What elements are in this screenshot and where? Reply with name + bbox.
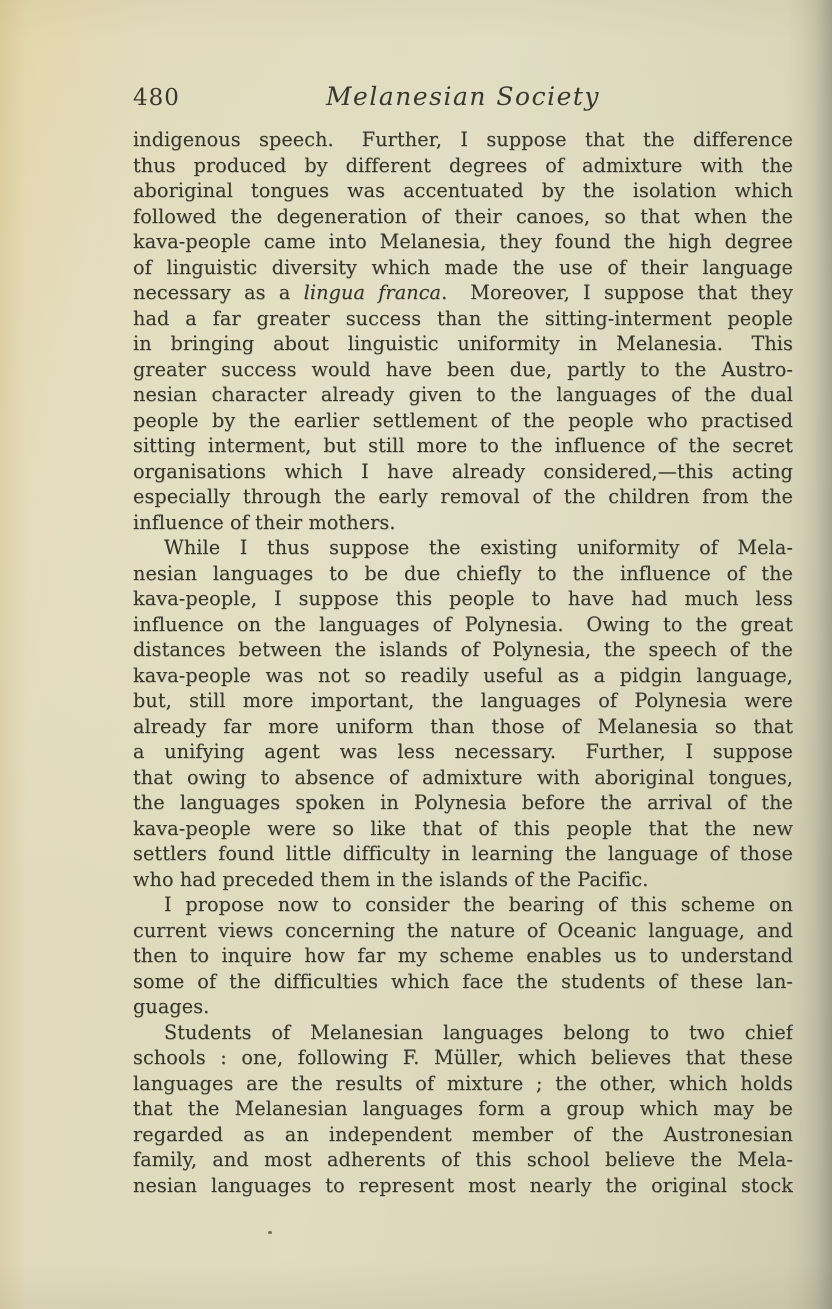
text-line: especially through the early removal of the children from the bbox=[133, 485, 793, 508]
text-line: who had preceded them in the islands of the Pacific. bbox=[133, 867, 649, 891]
text-line: kava-people came into Melanesia, they found the high degree bbox=[133, 230, 793, 253]
text-line: indigenous speech. Further, I suppose that the difference bbox=[133, 128, 793, 151]
text-line: a unifying agent was less necessary. Further, I suppose bbox=[133, 740, 793, 763]
text-line: sitting interment, but still more to the influence of the secret bbox=[133, 434, 793, 457]
text-line: distances between the islands of Polynesia, the speech of the bbox=[133, 638, 793, 661]
text-line: but, still more important, the languages of Polynesia were bbox=[133, 689, 793, 712]
paragraph bbox=[133, 127, 793, 535]
text-line: followed the degeneration of their canoes, so that when the bbox=[133, 204, 793, 228]
text-line: organisations which I have already considered,—this acting bbox=[133, 459, 793, 483]
text-line: kava-people was not so readily useful as a pidgin language, bbox=[133, 663, 793, 687]
text-line: influence on the languages of Polynesia. Owing to the great bbox=[133, 612, 793, 636]
text-line: of linguistic diversity which made the use of their language bbox=[133, 255, 793, 279]
text-line: greater success would have been due, partly to the Austro- bbox=[133, 357, 793, 381]
text-line: Students of Melanesian languages belong to two chief bbox=[164, 1020, 793, 1044]
ink-speck bbox=[268, 1231, 272, 1234]
text-line: necessary as a lingua franca. Moreover, I suppose that they bbox=[133, 281, 793, 304]
paragraph bbox=[133, 892, 793, 1020]
text-line: nesian languages to represent most nearly the original stock bbox=[133, 1173, 793, 1197]
body-text bbox=[133, 127, 793, 1198]
text-line: then to inquire how far my scheme enables us to understand bbox=[133, 944, 793, 967]
page-number: 480 bbox=[133, 85, 180, 111]
text-line: current views concerning the nature of Oceanic language, and bbox=[133, 918, 793, 942]
text-line: I propose now to consider the bearing of this scheme on bbox=[164, 893, 793, 916]
text-line: family, and most adherents of this school believe the Mela- bbox=[133, 1148, 793, 1171]
running-title: Melanesian Society bbox=[325, 82, 601, 111]
text-line: nesian languages to be due chiefly to the influence of the bbox=[133, 561, 793, 585]
text-line: had a far greater success than the sitting-interment people bbox=[133, 306, 793, 330]
page-header bbox=[133, 82, 793, 112]
text-line: people by the earlier settlement of the people who practised bbox=[133, 408, 793, 432]
text-line: kava-people were so like that of this people that the new bbox=[133, 816, 793, 840]
text-line: guages. bbox=[133, 995, 210, 1018]
text-line: in bringing about linguistic uniformity in Melanesia. This bbox=[133, 332, 793, 355]
text-line: already far more uniform than those of Melanesia so that bbox=[133, 714, 793, 738]
text-line: settlers found little difficulty in learning the language of those bbox=[133, 842, 793, 865]
text-line: kava-people, I suppose this people to have had much less bbox=[133, 587, 793, 610]
text-line: influence of their mothers. bbox=[133, 510, 396, 534]
text-line: thus produced by different degrees of admixture with the bbox=[133, 153, 793, 177]
text-line: nesian character already given to the languages of the dual bbox=[133, 383, 793, 406]
text-line: the languages spoken in Polynesia before the arrival of the bbox=[133, 791, 793, 814]
text-line: that the Melanesian languages form a group which may be bbox=[133, 1097, 793, 1120]
text-line: some of the difficulties which face the students of these lan- bbox=[133, 969, 793, 993]
text-line: schools : one, following F. Müller, which believes that these bbox=[133, 1046, 793, 1069]
paragraph bbox=[133, 535, 793, 892]
text-line: languages are the results of mixture ; the other, which holds bbox=[133, 1071, 793, 1095]
text-line: that owing to absence of admixture with aboriginal tongues, bbox=[133, 765, 793, 789]
text-line: aboriginal tongues was accentuated by the isolation which bbox=[133, 179, 793, 202]
paragraph bbox=[133, 1020, 793, 1199]
text-line: regarded as an independent member of the Austronesian bbox=[133, 1122, 793, 1146]
text-line: While I thus suppose the existing uniformity of Mela- bbox=[164, 536, 793, 559]
